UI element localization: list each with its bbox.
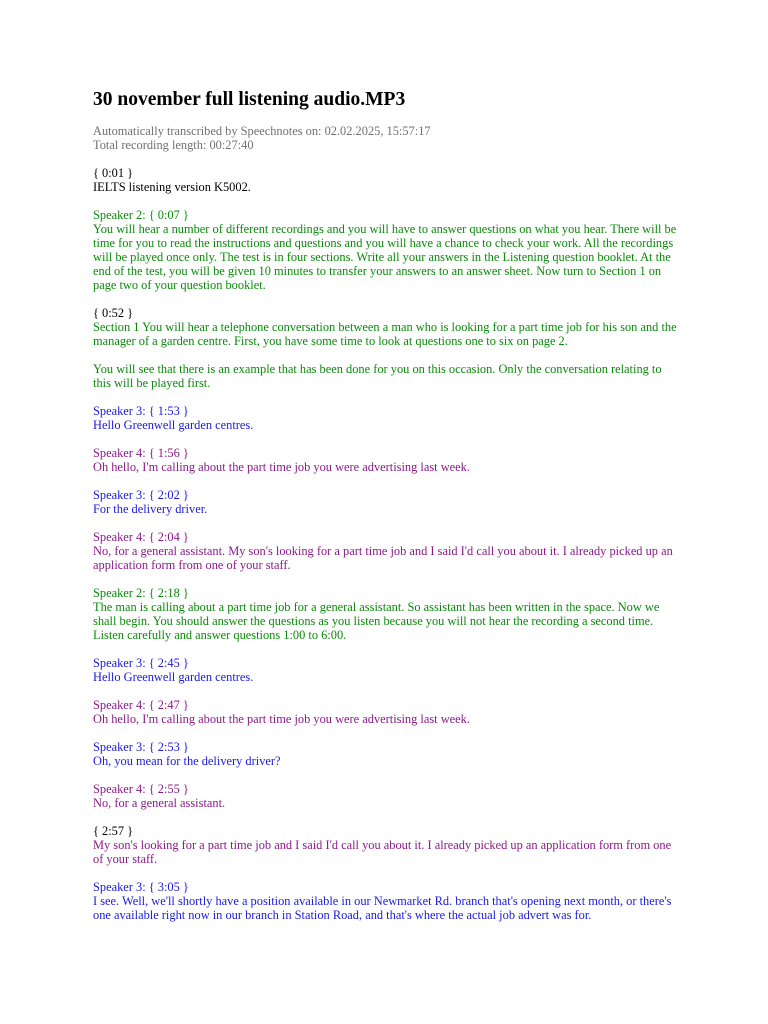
- recording-length: Total recording length: 00:27:40: [93, 138, 254, 152]
- transcript-segment: [93, 880, 677, 922]
- transcript-segment: [93, 740, 677, 768]
- segment-speaker-timestamp: Speaker 3: { 3:05 }: [93, 880, 189, 894]
- segment-text: The man is calling about a part time job for a general assistant. So assistant has been written in the space. Now we shall begin. You should answer the questions as you listen because you will not hear the recording a second time. Listen carefully and answer questions 1:00 to 6:00.: [93, 600, 660, 642]
- segment-speaker-timestamp: Speaker 4: { 2:04 }: [93, 530, 189, 544]
- segment-text: I see. Well, we'll shortly have a position available in our Newmarket Rd. branch that's opening next month, or there's one available right now in our branch in Station Road, and that's where the actual job advert was for.: [93, 894, 672, 922]
- segment-text: For the delivery driver.: [93, 502, 208, 516]
- segment-text: Section 1 You will hear a telephone conversation between a man who is looking for a part time job for his son and the manager of a garden centre. First, you have some time to look at questions one to six on page 2.: [93, 320, 677, 348]
- segment-speaker-timestamp: Speaker 2: { 0:07 }: [93, 208, 189, 222]
- segment-text: Oh hello, I'm calling about the part time job you were advertising last week.: [93, 460, 470, 474]
- transcript-segment: [93, 166, 677, 194]
- transcript-segment: [93, 782, 677, 810]
- transcript-segment: [93, 586, 677, 642]
- segment-speaker-timestamp: Speaker 4: { 2:55 }: [93, 782, 189, 796]
- segment-speaker-timestamp: Speaker 3: { 1:53 }: [93, 404, 189, 418]
- transcript-segment: [93, 404, 677, 432]
- segment-text: No, for a general assistant.: [93, 796, 226, 810]
- document-title: 30 november full listening audio.MP3: [93, 89, 406, 110]
- segment-text: You will hear a number of different recordings and you will have to answer questions on what you hear. There will be time for you to read the instructions and questions and you will have a chance to check your work. All the recordings will be played once only. The test is in four sections. Write all your answers in the Listening question booklet. At the end of the test, you will be given 10 minutes to transfer your answers to an answer sheet. Now turn to Section 1 on page two of your question booklet.: [93, 222, 677, 292]
- segment-speaker-timestamp: Speaker 3: { 2:02 }: [93, 488, 189, 502]
- transcript-segment: [93, 362, 677, 390]
- segment-text: IELTS listening version K5002.: [93, 180, 251, 194]
- transcript-page: [93, 88, 677, 936]
- transcript-segment: [93, 530, 677, 572]
- segment-speaker-timestamp: Speaker 3: { 2:45 }: [93, 656, 189, 670]
- segment-speaker-timestamp: Speaker 2: { 2:18 }: [93, 586, 189, 600]
- segment-text: My son's looking for a part time job and I said I'd call you about it. I already picked up an application form from one of your staff.: [93, 838, 672, 866]
- segment-text: Oh hello, I'm calling about the part time job you were advertising last week.: [93, 712, 470, 726]
- transcript-segment: [93, 208, 677, 292]
- transcript-segment: [93, 488, 677, 516]
- transcript-segment: [93, 698, 677, 726]
- segment-speaker-timestamp: Speaker 3: { 2:53 }: [93, 740, 189, 754]
- segment-timestamp: { 2:57 }: [93, 824, 134, 838]
- segment-timestamp: { 0:01 }: [93, 166, 134, 180]
- transcript-segment: [93, 656, 677, 684]
- transcript-segment: [93, 824, 677, 866]
- transcription-source: Automatically transcribed by Speechnotes on: 02.02.2025, 15:57:17: [93, 124, 431, 138]
- transcription-meta: [93, 124, 677, 152]
- segment-speaker-timestamp: Speaker 4: { 2:47 }: [93, 698, 189, 712]
- transcript-segment: [93, 306, 677, 348]
- segment-text: Hello Greenwell garden centres.: [93, 418, 254, 432]
- segment-speaker-timestamp: Speaker 4: { 1:56 }: [93, 446, 189, 460]
- segment-text: No, for a general assistant. My son's looking for a part time job and I said I'd call you about it. I already picked up an application form from one of your staff.: [93, 544, 673, 572]
- segment-text: Hello Greenwell garden centres.: [93, 670, 254, 684]
- transcript-segment: [93, 446, 677, 474]
- segment-text: You will see that there is an example that has been done for you on this occasion. Only the conversation relating to this will be played first.: [93, 362, 662, 390]
- segment-text: Oh, you mean for the delivery driver?: [93, 754, 281, 768]
- segment-timestamp: { 0:52 }: [93, 306, 134, 320]
